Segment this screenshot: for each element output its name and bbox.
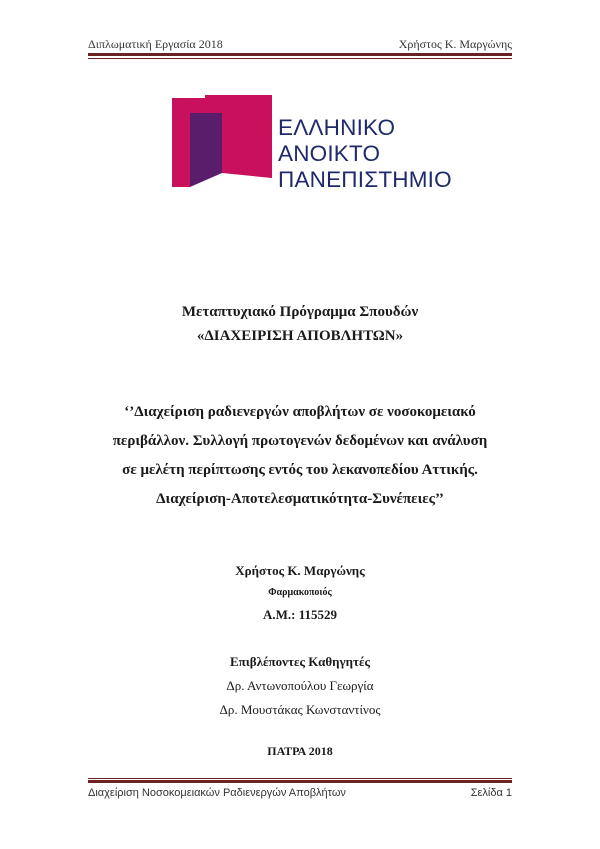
thesis-title-line: Διαχείριση-Αποτελεσματικότητα-Συνέπειες’’ — [156, 491, 444, 507]
supervisor-name: Δρ. Μουστάκας Κωνσταντίνος — [219, 702, 381, 717]
thesis-title-line: σε μελέτη περίπτωσης εντός του λεκανοπεδίου Αττικής. — [122, 462, 478, 478]
page-header — [88, 37, 512, 52]
student-id: Α.Μ.: 115529 — [262, 607, 338, 622]
supervisor-name: Δρ. Αντωνοπούλου Γεωργία — [226, 678, 374, 693]
university-name-line3: ΠΑΝΕΠΙΣΤΗΜΙΟ — [278, 167, 452, 192]
university-logo-icon — [172, 95, 272, 187]
page-footer — [88, 787, 512, 799]
page-number: Σελίδα 1 — [470, 787, 512, 799]
header-right: Χρήστος Κ. Μαργώνης — [398, 37, 512, 51]
program-specialization: «ΔΙΑΧΕΙΡΙΣΗ ΑΠΟΒΛΗΤΩΝ» — [196, 328, 404, 344]
author-profession: Φαρμακοποιός — [268, 587, 332, 598]
thesis-title-line: περιβάλλον. Συλλογή πρωτογενών δεδομένων και ανάλυση — [112, 433, 488, 449]
footer-left: Διαχείριση Νοσοκομειακών Ραδιενεργών Αποβλήτων — [88, 787, 346, 799]
program-block — [0, 300, 600, 348]
author-block — [0, 560, 600, 626]
program-name: Μεταπτυχιακό Πρόγραμμα Σπουδών — [181, 304, 419, 320]
footer-rule-thick — [88, 780, 512, 783]
university-name-line1: ΕΛΛΗΝΙΚΟ — [278, 115, 396, 140]
university-name — [278, 115, 452, 193]
supervisors-heading: Επιβλέποντες Καθηγητές — [229, 654, 371, 669]
city-year: ΠΑΤΡΑ 2018 — [267, 744, 333, 758]
header-rule-thick — [88, 53, 512, 56]
supervisors-block — [0, 650, 600, 722]
thesis-title — [0, 398, 600, 514]
thesis-title-line: ‘’Διαχείριση ραδιενεργών αποβλήτων σε νοσοκομειακό — [124, 404, 476, 420]
author-name: Χρήστος Κ. Μαργώνης — [235, 563, 365, 578]
header-rule-thin — [88, 58, 512, 59]
university-name-line2: ΑΝΟΙΚΤΟ — [278, 141, 381, 166]
header-left: Διπλωματική Εργασία 2018 — [88, 37, 223, 51]
footer-rule-thin — [88, 778, 512, 779]
